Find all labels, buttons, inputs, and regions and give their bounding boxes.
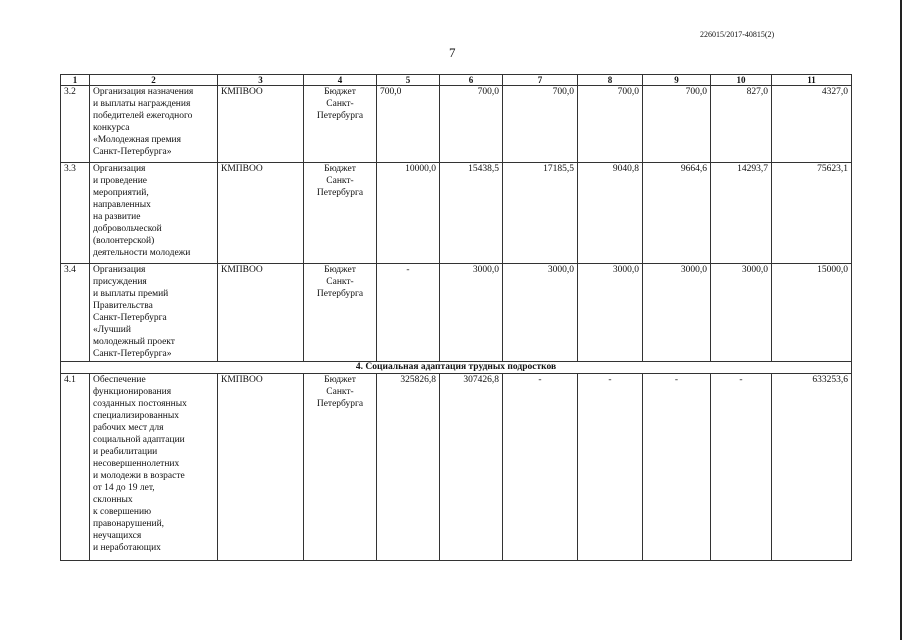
value-col5: 700,0	[377, 86, 440, 163]
value-col10: 14293,7	[711, 163, 772, 264]
table-row	[61, 374, 852, 561]
activity-name: Обеспечение функционирования созданных постоянных специализированных рабочих мест для социальной адаптации и реабилитации несовершеннолетних и молодежи в возрасте от 14 до 19 лет, склонных к совершению правонарушений, неучащихся и неработающих	[90, 374, 218, 561]
page-edge-line	[900, 0, 902, 640]
document-id: 226015/2017-40815(2)	[700, 30, 775, 39]
funding-source: Бюджет Санкт- Петербурга	[304, 163, 377, 264]
column-number: 2	[90, 75, 218, 86]
value-col8: 700,0	[578, 86, 643, 163]
executor: КМПВОО	[218, 163, 304, 264]
page-number: 7	[449, 45, 456, 60]
table-row	[61, 264, 852, 362]
value-col11: 15000,0	[772, 264, 852, 362]
value-col5: -	[377, 264, 440, 362]
value-col7: 17185,5	[503, 163, 578, 264]
value-col7: -	[503, 374, 578, 561]
funding-source: Бюджет Санкт- Петербурга	[304, 374, 377, 561]
row-number: 3.4	[61, 264, 90, 362]
value-col8: -	[578, 374, 643, 561]
value-col9: -	[643, 374, 711, 561]
column-number: 9	[643, 75, 711, 86]
row-number: 3.2	[61, 86, 90, 163]
column-number: 5	[377, 75, 440, 86]
executor: КМПВОО	[218, 86, 304, 163]
section-title: 4. Социальная адаптация трудных подростков	[61, 362, 852, 374]
value-col6: 307426,8	[440, 374, 503, 561]
value-col7: 700,0	[503, 86, 578, 163]
activity-name: Организация и проведение мероприятий, направленных на развитие добровольческой (волонтерской) деятельности молодежи	[90, 163, 218, 264]
value-col6: 3000,0	[440, 264, 503, 362]
table-row	[61, 163, 852, 264]
column-number: 8	[578, 75, 643, 86]
funding-source: Бюджет Санкт- Петербурга	[304, 86, 377, 163]
value-col9: 700,0	[643, 86, 711, 163]
activity-name: Организация присуждения и выплаты премий Правительства Санкт-Петербурга «Лучший молодежный проект Санкт-Петербурга»	[90, 264, 218, 362]
budget-table	[60, 74, 852, 561]
value-col8: 9040,8	[578, 163, 643, 264]
value-col10: -	[711, 374, 772, 561]
column-number: 4	[304, 75, 377, 86]
column-number: 1	[61, 75, 90, 86]
section-header-row	[61, 362, 852, 374]
value-col10: 3000,0	[711, 264, 772, 362]
value-col5: 325826,8	[377, 374, 440, 561]
column-number-row	[61, 75, 852, 86]
table-row	[61, 86, 852, 163]
executor: КМПВОО	[218, 264, 304, 362]
value-col9: 3000,0	[643, 264, 711, 362]
activity-name: Организация назначения и выплаты награждения победителей ежегодного конкурса «Молодежная премия Санкт-Петербурга»	[90, 86, 218, 163]
column-number: 6	[440, 75, 503, 86]
row-number: 3.3	[61, 163, 90, 264]
value-col5: 10000,0	[377, 163, 440, 264]
value-col11: 75623,1	[772, 163, 852, 264]
value-col11: 4327,0	[772, 86, 852, 163]
funding-source: Бюджет Санкт- Петербурга	[304, 264, 377, 362]
value-col9: 9664,6	[643, 163, 711, 264]
value-col11: 633253,6	[772, 374, 852, 561]
column-number: 11	[772, 75, 852, 86]
value-col6: 700,0	[440, 86, 503, 163]
value-col6: 15438,5	[440, 163, 503, 264]
value-col7: 3000,0	[503, 264, 578, 362]
column-number: 3	[218, 75, 304, 86]
column-number: 7	[503, 75, 578, 86]
value-col8: 3000,0	[578, 264, 643, 362]
column-number: 10	[711, 75, 772, 86]
executor: КМПВОО	[218, 374, 304, 561]
row-number: 4.1	[61, 374, 90, 561]
value-col10: 827,0	[711, 86, 772, 163]
